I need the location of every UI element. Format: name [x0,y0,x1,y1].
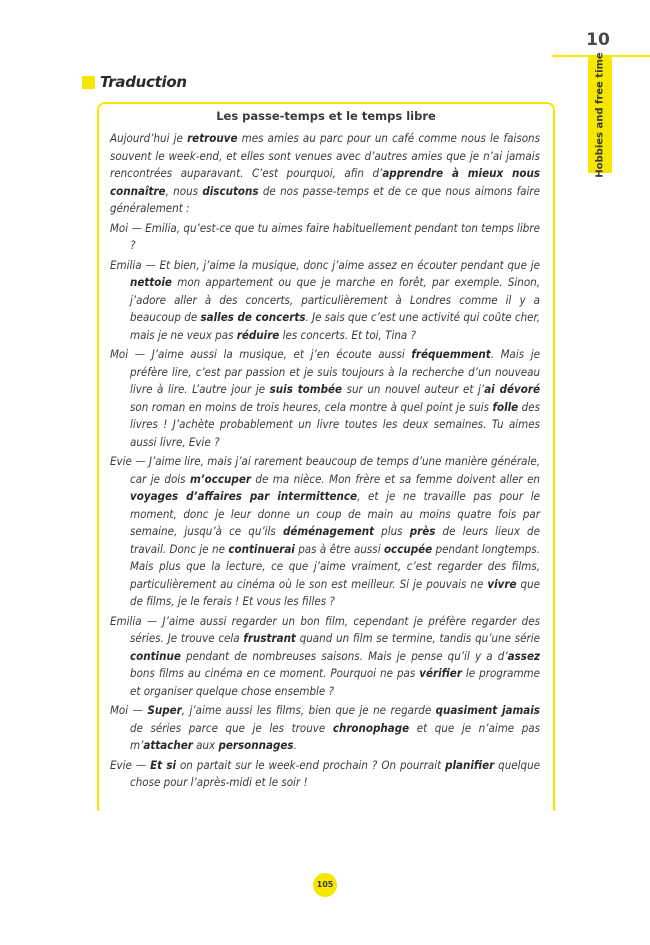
text-run: mon appartement ou que je marche en forêt, par exemple. Sinon, j’adore aller à des concerts, particulièrement à Londres comme il y a beaucoup de [130,275,540,324]
vocab-term: ai dévoré [484,382,540,396]
vocab-term: folle [492,399,519,414]
text-run: quand un film se termine, tandis qu’une série [295,631,540,645]
text-run: . Mais je préfère lire, c’est par passion et je suis toujours à la recherche d’un nouveau livre à lire. L’autre jour je [130,347,540,396]
vocab-term: continue [130,648,181,663]
text-run: de séries parce que je les trouve [130,720,333,735]
text-run: Moi — [110,703,148,717]
dialogue-turn [110,220,540,255]
text-run: de ma nièce. Mon frère et sa femme doivent aller en [250,471,540,486]
vocab-term: m’occuper [189,471,251,486]
vocab-term: frustrant [243,631,296,645]
dialogue-title: Les passe-temps et le temps libre [216,109,436,123]
vocab-term: vérifier [419,666,462,680]
chapter-number: 10 [586,30,610,50]
vocab-term: près [409,524,436,538]
section-marker-icon [82,76,95,89]
text-run: . [293,738,297,752]
text-run: pendant de nombreuses saisons. Mais je pense qu’il y a d’ [180,648,508,663]
text-run: le programme et organiser quelque chose ensemble ? [130,666,540,698]
vocab-term: personnages [218,738,294,752]
vocab-term: assez [507,648,540,663]
text-run: , j’aime aussi les films, bien que je ne regarde [181,703,436,717]
text-run: bons films au cinéma en ce moment. Pourquoi ne pas [130,666,420,680]
vocab-term: apprendre à mieux nous connaître [110,166,540,198]
text-run: plus [374,524,410,538]
text-run: Evie — J’aime lire, mais j’ai rarement beaucoup de temps d’une manière générale, car je dois [110,454,540,486]
dialogue-turn [110,757,540,792]
vocab-term: retrouve [187,131,238,145]
text-run: de leurs lieux de travail. Donc je ne [130,524,540,556]
text-run: , nous [165,183,203,198]
page-number: 105 [313,873,337,897]
text-run: , et je ne travaille pas pour le moment, donc je leur donne un coup de main au moins quatre fois par semaine, jusqu’à ce qu’ils [130,489,540,538]
vocab-term: discutons [202,183,259,198]
dialogue-turn [110,257,540,345]
text-run: et que je n’aime pas m’ [130,720,541,752]
vocab-term: Super [147,703,182,717]
text-run: de nos passe-temps et de ce que nous aimons faire généralement : [110,183,540,215]
text-run: Emilia — J’aime aussi regarder un bon film, cependant je préfère regarder des séries. Je trouve cela [110,613,540,645]
text-run: Moi — Emilia, qu’est-ce que tu aimes faire habituellement pendant ton temps libre ? [110,220,540,252]
text-run: mes amies au parc pour un café comme nous le faisons souvent le week-end, et elles sont venues avec d’autres amies que je n’ai jamais rencontrées auparavant. C’est pourquoi, afin d’ [110,131,540,180]
text-run: Evie — [110,757,151,772]
text-run: que de films, je le ferais ! Et vous les filles ? [130,576,541,608]
text-run: Aujourd’hui je [110,131,188,145]
text-run: les concerts. Et toi, Tina ? [279,327,416,342]
text-run: pas à être aussi [294,541,384,556]
vocab-term: quasiment jamais [435,703,540,717]
vocab-term: chronophage [332,720,410,735]
text-run: Emilia — Et bien, j’aime la musique, donc j’aime assez en écouter pendant que je [110,257,540,272]
vocab-term: attacher [143,738,193,752]
intro-paragraph [110,130,540,218]
vocab-term: occupée [383,541,433,556]
dialogue-turn [110,346,540,451]
vocab-term: nettoie [130,275,172,289]
vocab-term: suis tombée [269,382,343,396]
dialogue-turn [110,702,540,755]
vocab-term: vivre [487,576,517,591]
section-title: Traduction [100,73,187,91]
chapter-side-tab [588,52,612,178]
text-run: pendant longtemps. Mais plus que la lecture, ce que j’aime vraiment, c’est regarder des films, particulièrement au cinéma où le son est meilleur. Si je pouvais ne [130,541,540,591]
vocab-term: continuerai [228,541,295,556]
chapter-tab-label: Hobbies and free time [594,52,606,178]
vocab-term: salles de concerts [200,310,306,324]
text-run: . Je sais que c’est une activité qui coûte cher, mais je ne veux pas [130,310,540,342]
vocab-term: réduire [236,327,280,342]
text-run: sur un nouvel auteur et j’ [342,382,485,396]
text-run: quelque chose pour l’après-midi et le soir ! [130,757,540,789]
vocab-term: planifier [445,757,495,772]
vocab-term: fréquemment [411,347,491,361]
text-run: des livres ! J’achète probablement un livre toutes les deux semaines. Tu aimes aussi livre, Evie ? [130,399,540,449]
text-run: son roman en moins de trois heures, cela montre à quel point je suis [130,399,493,414]
dialogue-body [110,130,540,794]
vocab-term: Et si [150,757,177,772]
text-run: on partait sur le week-end prochain ? On pourrait [176,757,446,772]
text-run: aux [192,738,219,752]
vocab-term: déménagement [282,524,375,538]
vocab-term: voyages d’affaires par intermittence [130,489,358,503]
dialogue-turn [110,613,540,701]
dialogue-turn [110,453,540,611]
text-run: Moi — J’aime aussi la musique, et j’en écoute aussi [110,347,412,361]
